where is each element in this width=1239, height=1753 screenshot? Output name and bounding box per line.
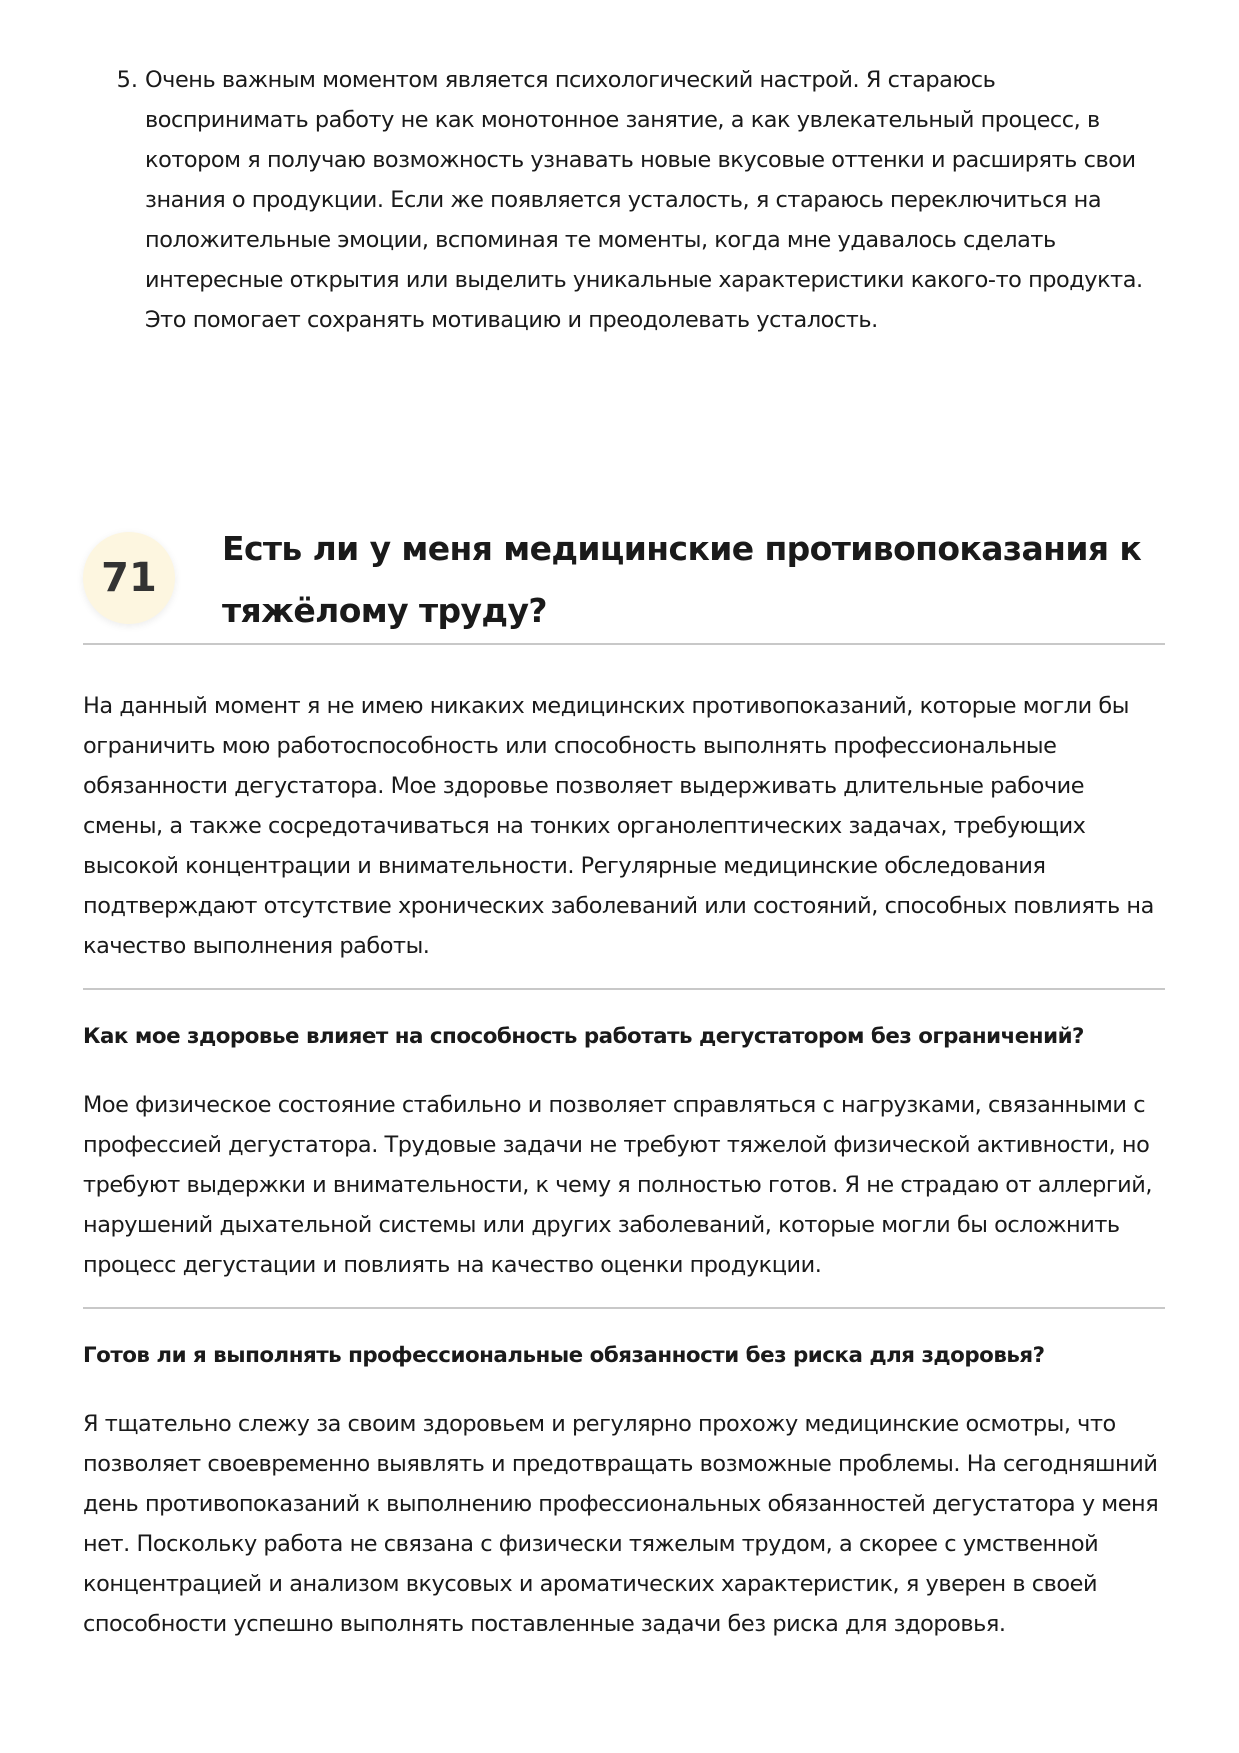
list-item xyxy=(83,60,1165,340)
question-answer: На данный момент я не имею никаких медицинских противопоказаний, которые могли бы ограничить мою работоспособность или способность выполнять профессиональные обязанности дегустатора. Мое здоровье позволяет выдерживать длительные рабочие смены, а также сосредотачиваться на тонких органолептических задачах, требующих высокой концентрации и внимательности. Регулярные медицинские обследования подтверждают отсутствие хронических заболеваний или состояний, способных повлиять на качество выполнения работы. xyxy=(83,693,1154,959)
section-divider xyxy=(83,1307,1165,1309)
list-item-text: Очень важным моментом является психологический настрой. Я стараюсь воспринимать работу не как монотонное занятие, а как увлекательный процесс, в котором я получаю возможность узнавать новые вкусовые оттенки и расширять свои знания о продукции. Если же появляется усталость, я стараюсь переключиться на положительные эмоции, вспоминая те моменты, когда мне удавалось сделать интересные открытия или выделить уникальные характеристики какого-то продукта. Это помогает сохранять мотивацию и преодолевать усталость. xyxy=(145,67,1143,333)
section-divider xyxy=(83,988,1165,990)
list-item-number: 5. xyxy=(116,67,138,93)
sub-question-answer: Мое физическое состояние стабильно и позволяет справляться с нагрузками, связанными с профессией дегустатора. Трудовые задачи не требуют тяжелой физической активности, но требуют выдержки и внимательности, к чему я полностью готов. Я не страдаю от аллергий, нарушений дыхательной системы или других заболеваний, которые могли бы осложнить процесс дегустации и повлиять на качество оценки продукции. xyxy=(83,1092,1153,1278)
sub-question-title: Как мое здоровье влияет на способность работать дегустатором без ограничений? xyxy=(83,1024,1084,1049)
sub-question-title: Готов ли я выполнять профессиональные обязанности без риска для здоровья? xyxy=(83,1343,1045,1368)
sub-question-answer: Я тщательно слежу за своим здоровьем и регулярно прохожу медицинские осмотры, что позволяет своевременно выявлять и предотвращать возможные проблемы. На сегодняшний день противопоказаний к выполнению профессиональных обязанностей дегустатора у меня нет. Поскольку работа не связана с физически тяжелым трудом, а скорее с умственной концентрацией и анализом вкусовых и ароматических характеристик, я уверен в своей способности успешно выполнять поставленные задачи без риска для здоровья. xyxy=(83,1411,1159,1637)
question-number-badge: 71 xyxy=(83,532,175,624)
question-title: Есть ли у меня медицинские противопоказания к тяжёлому труду? xyxy=(222,529,1142,630)
question-divider xyxy=(83,643,1165,645)
question-header xyxy=(83,518,1165,646)
